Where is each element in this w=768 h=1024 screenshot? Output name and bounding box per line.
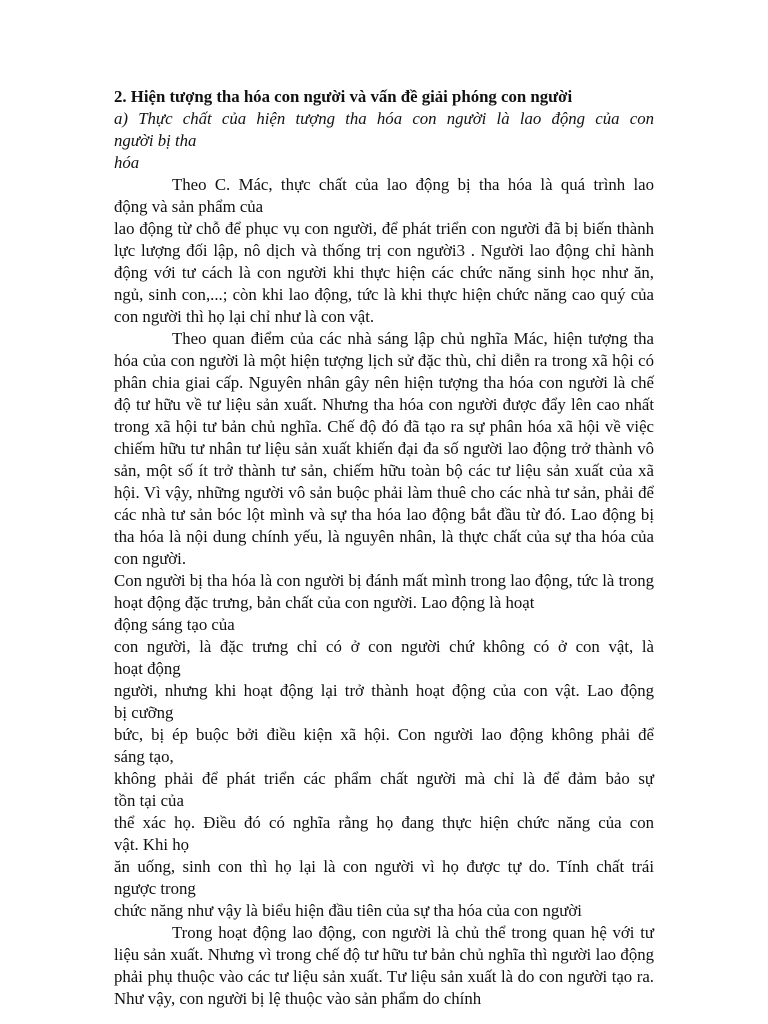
document-page bbox=[114, 86, 654, 1010]
paragraph-2: lao động từ chỗ để phục vụ con người, để phát triển con người đã bị biến thành lực lượng đối lập, nô dịch và thống trị con người3 . Người lao động chỉ hành động với tư cách là con người khi thực hiện các chức năng sinh học như ăn, ngủ, sinh con,...; còn khi lao động, tức là khi thực hiện chức năng cao quý của con người thì họ lại chỉ như là con vật. bbox=[114, 219, 654, 326]
subsection-heading bbox=[114, 108, 654, 174]
paragraph-4-line11: thể xác họ. Điều đó có nghĩa rằng họ đang thực hiện chức năng của con bbox=[114, 813, 654, 832]
paragraph-1-line2: động và sản phẩm của bbox=[114, 197, 264, 216]
paragraph-4-line13: ăn uống, sinh con thì họ lại là con người vì họ được tự do. Tính chất trái bbox=[114, 857, 654, 876]
subsection-heading-line1: a) Thực chất của hiện tượng tha hóa con người là lao động của con bbox=[114, 109, 654, 128]
paragraph-4 bbox=[114, 570, 654, 922]
paragraph-4-line14: ngược trong bbox=[114, 879, 196, 898]
subsection-heading-line3: hóa bbox=[114, 153, 140, 172]
paragraph-4-line15: chức năng như vậy là biểu hiện đầu tiên của sự tha hóa của con người bbox=[114, 901, 582, 920]
paragraph-1-line1: Theo C. Mác, thực chất của lao động bị tha hóa là quá trình lao bbox=[172, 175, 654, 194]
paragraph-4-line4: hoạt động bbox=[114, 659, 181, 678]
paragraph-4-line9: không phải để phát triển các phẩm chất người mà chỉ là để đảm bảo sự bbox=[114, 769, 654, 788]
paragraph-1 bbox=[114, 174, 654, 218]
paragraph-3: Theo quan điểm của các nhà sáng lập chủ nghĩa Mác, hiện tượng tha hóa của con người là một hiện tượng lịch sử đặc thù, chỉ diễn ra trong xã hội có phân chia giai cấp. Nguyên nhân gây nên hiện tượng tha hóa con người là chế độ tư hữu về tư liệu sản xuất. Nhưng tha hóa con người được đẩy lên cao nhất trong xã hội tư bản chủ nghĩa. Chế độ đó đã tạo ra sự phân hóa xã hội về việc chiếm hữu tư nhân tư liệu sản xuất khiến đại đa số người lao động trở thành vô sản, một số ít trở thành tư sản, chiếm hữu toàn bộ các tư liệu sản xuất của xã hội. Vì vậy, những người vô sản buộc phải làm thuê cho các nhà tư sản, phải để các nhà tư sản bóc lột mình và sự tha hóa lao động bắt đầu từ đó. Lao động bị tha hóa là nội dung chính yếu, là nguyên nhân, là thực chất của sự tha hóa của con người. bbox=[114, 329, 654, 568]
paragraph-4-line5: người, nhưng khi hoạt động lại trở thành hoạt động của con vật. Lao động bbox=[114, 681, 654, 700]
paragraph-4-line1: Con người bị tha hóa là con người bị đánh mất mình trong lao động, tức là trong hoạt động đặc trưng, bản chất của con người. Lao động là hoạt bbox=[114, 571, 654, 612]
paragraph-4-line6: bị cưỡng bbox=[114, 703, 174, 722]
subsection-heading-line2: người bị tha bbox=[114, 131, 197, 150]
paragraph-4-line3: con người, là đặc trưng chỉ có ở con người chứ không có ở con vật, là bbox=[114, 637, 654, 656]
paragraph-5: Trong hoạt động lao động, con người là chủ thể trong quan hệ với tư liệu sản xuất. Nhưng vì trong chế độ tư hữu tư bản chủ nghĩa thì người lao động phải phụ thuộc vào các tư liệu sản xuất. Tư liệu sản xuất là do con người tạo ra. Như vậy, con người bị lệ thuộc vào sản phẩm do chính bbox=[114, 923, 654, 1008]
paragraph-4-line7: bức, bị ép buộc bởi điều kiện xã hội. Con người lao động không phải để bbox=[114, 725, 654, 744]
paragraph-4-line10: tồn tại của bbox=[114, 791, 184, 810]
paragraph-4-line12: vật. Khi họ bbox=[114, 835, 190, 854]
section-heading: 2. Hiện tượng tha hóa con người và vấn đề giải phóng con người bbox=[114, 87, 573, 106]
paragraph-4-line2: động sáng tạo của bbox=[114, 615, 235, 634]
paragraph-4-line8: sáng tạo, bbox=[114, 747, 174, 766]
